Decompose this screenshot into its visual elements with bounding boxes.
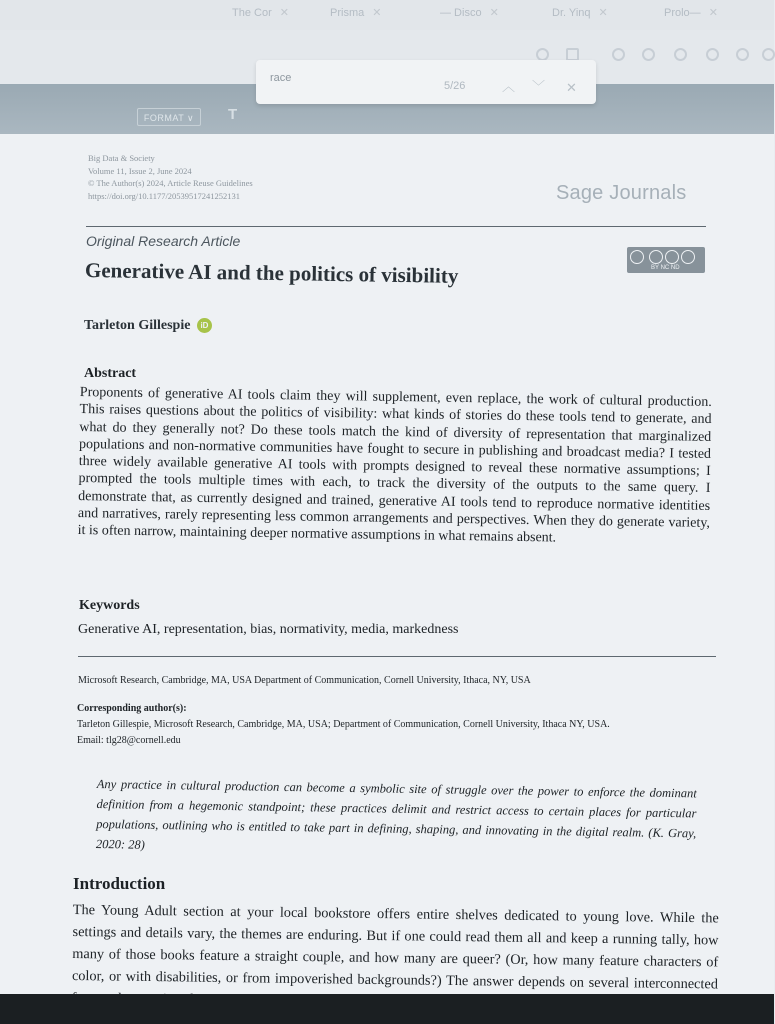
browser-tab[interactable] bbox=[232, 6, 289, 24]
cc-license-label: BY NC ND bbox=[651, 265, 680, 271]
find-input[interactable]: race bbox=[270, 72, 292, 84]
keywords-text: Generative AI, representation, bias, normativity, media, markedness bbox=[78, 622, 459, 637]
extension-icon[interactable] bbox=[612, 48, 625, 61]
browser-tab[interactable] bbox=[664, 6, 718, 24]
corresponding-author-text: Tarleton Gillespie, Microsoft Research, Cambridge, MA, USA; Department of Communication, Cornell University, Ithaca NY, USA. bbox=[77, 719, 610, 730]
extension-icon[interactable] bbox=[736, 48, 749, 61]
keywords-heading: Keywords bbox=[79, 598, 140, 613]
browser-tab-bar bbox=[0, 0, 774, 30]
close-tab-icon[interactable]: ✕ bbox=[279, 7, 289, 19]
tab-label: Dr. Yinq bbox=[552, 7, 591, 19]
cc-license-badge[interactable] bbox=[627, 247, 705, 273]
menu-icon[interactable] bbox=[762, 48, 775, 61]
browser-tab[interactable] bbox=[330, 6, 381, 24]
find-bar bbox=[256, 60, 596, 104]
keywords-divider bbox=[78, 656, 716, 657]
close-tab-icon[interactable]: ✕ bbox=[489, 7, 499, 19]
find-previous-icon[interactable]: ︿ bbox=[502, 79, 516, 94]
browser-tab[interactable] bbox=[440, 6, 499, 24]
close-tab-icon[interactable]: ✕ bbox=[372, 7, 382, 19]
corresponding-author bbox=[77, 717, 717, 749]
publisher-logo: Sage Journals bbox=[556, 182, 687, 204]
author-affiliation: Microsoft Research, Cambridge, MA, USA Department of Communication, Cornell University, Ithaca, NY, USA bbox=[78, 675, 531, 686]
extension-icon[interactable] bbox=[674, 48, 687, 61]
cc-by-icon bbox=[649, 250, 663, 264]
cc-icon bbox=[630, 250, 644, 264]
journal-rights: © The Author(s) 2024, Article Reuse Guidelines bbox=[88, 178, 253, 188]
abstract-heading: Abstract bbox=[84, 366, 137, 381]
browser-tab[interactable] bbox=[552, 6, 608, 24]
introduction-heading: Introduction bbox=[73, 874, 166, 893]
format-dropdown[interactable]: FORMAT ∨ bbox=[137, 108, 201, 126]
find-close-icon[interactable]: ✕ bbox=[566, 80, 577, 95]
tab-label: The Cor bbox=[232, 7, 272, 19]
extension-icon[interactable] bbox=[706, 48, 719, 61]
introduction-text: The Young Adult section at your local bookstore offers entire shelves dedicated to young love. While the settings and details vary, the themes are enduring. But if one could read them all and keep a running tally, how many of those books feature a straight couple, and how many are queer? (Or, how many feature characters of color, or with disabilities, or from impoverished backgrounds?) The answer depends on several interconnected bbox=[71, 901, 719, 993]
corresponding-author-heading: Corresponding author(s): bbox=[77, 703, 187, 714]
journal-name: Big Data & Society bbox=[88, 153, 155, 163]
pdf-page bbox=[0, 134, 774, 996]
tab-label: — Disco bbox=[440, 7, 482, 19]
cc-nd-icon bbox=[681, 250, 695, 264]
close-tab-icon[interactable]: ✕ bbox=[708, 7, 718, 19]
screen-bezel bbox=[0, 994, 774, 1024]
epigraph-quote: Any practice in cultural production can become a symbolic site of struggle over the power to enforce the dominant definition from a hegemonic standpoint; these practices delimit and restrict access to certain places for particular populations, outlining who is entitled to take part in defining, shaping, and innovating in the digital realm. (K. Gray, 2020: 28) bbox=[95, 776, 697, 852]
journal-doi[interactable]: https://doi.org/10.1177/20539517241252131 bbox=[88, 190, 241, 201]
text-tool-icon[interactable]: T bbox=[228, 106, 238, 123]
tab-label: Prisma bbox=[330, 7, 365, 19]
article-type: Original Research Article bbox=[86, 233, 241, 249]
journal-metadata bbox=[88, 152, 253, 202]
journal-volume: Volume 11, Issue 2, June 2024 bbox=[88, 165, 192, 176]
article-title: Generative AI and the politics of visibility bbox=[84, 258, 459, 288]
tab-label: Prolo— bbox=[664, 7, 701, 19]
header-divider bbox=[86, 226, 706, 227]
orcid-icon[interactable]: iD bbox=[197, 318, 212, 333]
abstract-text: Proponents of generative AI tools claim they will supplement, even replace, the work of cultural production. This raises questions about the politics of visibility: what kinds of stories do these tools tend to generate, and what do they generally not? Do these tools match the kind of diversity of representation that marginalized populations and non-normative communities have fought to secure in publishing and broadcast media? I tested three widely available generative AI tools with prompts designed to reveal these normative assumptions; I prompted the tools multiple times with each, to track the diversity of the outputs to the same query. I demonstrate that, as currently designed and trained, generative AI tools tend to reproduce normative identities and narratives, rarely representing less common arrangements and perspectives. When they do generate variety, it is often narrow, maintaining deeper normative assumptions in what remains absent. bbox=[77, 384, 712, 546]
find-match-count: 5/26 bbox=[444, 80, 466, 92]
find-next-icon[interactable]: ﹀ bbox=[532, 79, 546, 94]
author-email[interactable]: Email: tlg28@cornell.edu bbox=[77, 735, 181, 746]
author-name[interactable]: Tarleton Gillespie bbox=[84, 318, 191, 333]
extension-icon[interactable] bbox=[642, 48, 655, 61]
author-line bbox=[84, 318, 212, 334]
close-tab-icon[interactable]: ✕ bbox=[598, 7, 608, 19]
cc-nc-icon bbox=[665, 250, 679, 264]
